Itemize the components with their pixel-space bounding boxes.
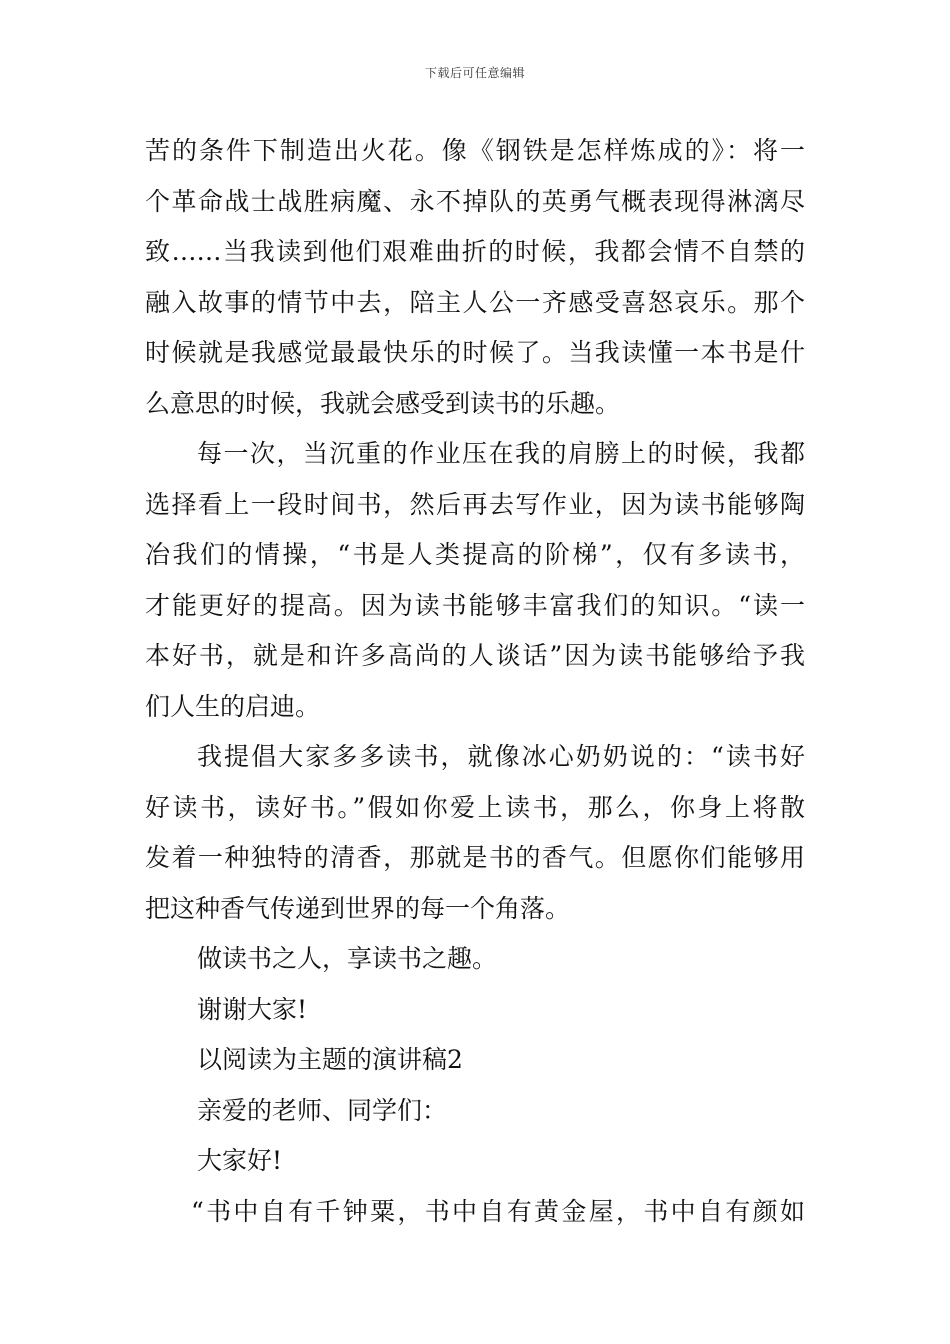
greeting-line: 大家好! [197, 1146, 283, 1175]
text-line: 致……当我读到他们艰难曲折的时候，我都会情不自禁的 [145, 237, 805, 266]
page-header: 下载后可任意编辑 [424, 66, 525, 80]
paragraph [145, 126, 805, 429]
text-line: 每一次，当沉重的作业压在我的肩膀上的时候，我都 [197, 439, 805, 468]
text-line: 么意思的时候，我就会感受到读书的乐趣。 [145, 388, 621, 418]
text-line: 们人生的启迪。 [145, 691, 321, 721]
document-body [145, 126, 805, 1237]
text-line: 发着一种独特的清香，那就是书的香气。但愿你们能够用 [145, 843, 805, 872]
section-title: 以阅读为主题的演讲稿2 [197, 1045, 463, 1074]
paragraph [145, 732, 805, 934]
thanks-line: 谢谢大家! [197, 994, 308, 1024]
paragraph [145, 429, 805, 732]
text-line: 融入故事的情节中去，陪主人公一齐感受喜怒哀乐。那个 [145, 287, 805, 317]
text-line: 冶我们的情操，“书是人类提高的阶梯”，仅有多读书， [145, 540, 805, 569]
text-line: 才能更好的提高。因为读书能够丰富我们的知识。“读一 [145, 590, 805, 620]
text-line: 个革命战士战胜病魔、永不掉队的英勇气概表现得淋漓尽 [145, 186, 805, 216]
text-line: 苦的条件下制造出火花。像《钢铁是怎样炼成的》：将一 [145, 136, 805, 165]
text-line: 把这种香气传递到世界的每一个角落。 [145, 893, 571, 923]
text-line: “书中自有千钟粟，书中自有黄金屋，书中自有颜如 [191, 1196, 805, 1226]
salutation-line: 亲爱的老师、同学们： [197, 1095, 448, 1125]
text-line: 我提倡大家多多读书，就像冰心奶奶说的：“读书好 [197, 742, 805, 771]
text-line: 时候就是我感觉最最快乐的时候了。当我读懂一本书是什 [145, 338, 805, 367]
text-line: 本好书，就是和许多高尚的人谈话”因为读书能够给予我 [145, 641, 805, 670]
closing-line: 做读书之人，享读书之趣。 [197, 944, 498, 973]
text-line: 好读书，读好书。”假如你爱上读书，那么，你身上将散 [145, 792, 805, 822]
text-line: 选择看上一段时间书，然后再去写作业，因为读书能够陶 [145, 489, 805, 519]
